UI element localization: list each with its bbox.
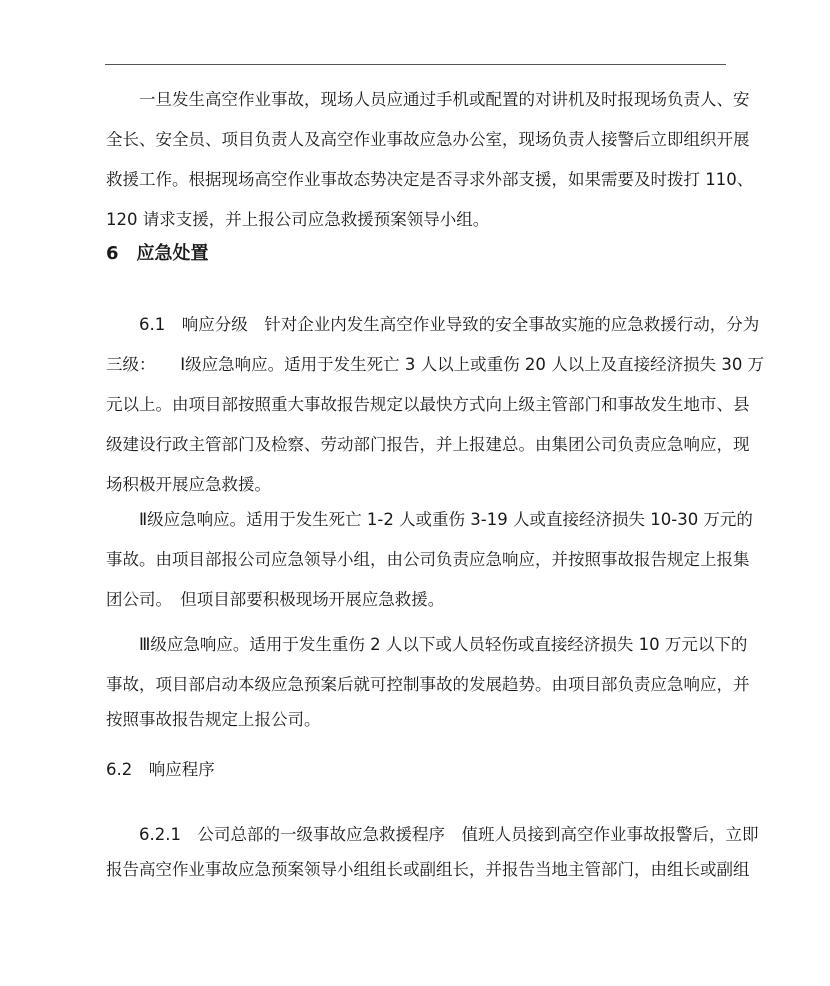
section-heading-6: 6 应急处置 [106, 243, 209, 264]
text-line: Ⅲ级应急响应。适用于发生重伤 2 人以下或人员轻伤或直接经济损失 10 万元以下的 [106, 635, 748, 654]
text-line: 团公司。 但项目部要积极现场开展应急救援。 [106, 590, 445, 609]
text-line: 120 请求支援，并上报公司应急救援预案领导小组。 [106, 210, 490, 229]
text-line: 元以上。由项目部按照重大事故报告规定以最快方式向上级主管部门和事故发生地市、县 [106, 395, 750, 414]
text-line: 按照事故报告规定上报公司。 [106, 710, 321, 729]
text-line: 事故。由项目部报公司应急领导小组，由公司负责应急响应，并按照事故报告规定上报集 [106, 550, 750, 569]
text-line: 救援工作。根据现场高空作业事故态势决定是否寻求外部支援，如果需要及时拨打 110、 [106, 170, 754, 189]
text-line: 三级： Ⅰ级应急响应。适用于发生死亡 3 人以上或重伤 20 人以上及直接经济损失 30 万 [106, 355, 765, 374]
text-line: Ⅱ级应急响应。适用于发生死亡 1-2 人或重伤 3-19 人或直接经济损失 10-30 万元的 [106, 510, 753, 529]
text-line: 事故，项目部启动本级应急预案后就可控制事故的发展趋势。由项目部负责应急响应，并 [106, 675, 750, 694]
text-line: 6.2.1 公司总部的一级事故应急救援程序 值班人员接到高空作业事故报警后，立即 [106, 825, 759, 844]
text-line: 级建设行政主管部门及检察、劳动部门报告，并上报建总。由集团公司负责应急响应，现 [106, 435, 750, 454]
text-line: 6.1 响应分级 针对企业内发生高空作业导致的安全事故实施的应急救援行动，分为 [106, 315, 760, 334]
text-line: 一旦发生高空作业事故，现场人员应通过手机或配置的对讲机及时报现场负责人、安 [106, 90, 750, 109]
section-heading-6-2: 6.2 响应程序 [106, 760, 215, 779]
text-line: 场积极开展应急救援。 [106, 475, 271, 494]
text-line: 全长、安全员、项目负责人及高空作业事故应急办公室，现场负责人接警后立即组织开展 [106, 130, 750, 149]
header-rule [105, 64, 726, 65]
text-line: 报告高空作业事故应急预案领导小组组长或副组长，并报告当地主管部门，由组长或副组 [106, 860, 750, 879]
